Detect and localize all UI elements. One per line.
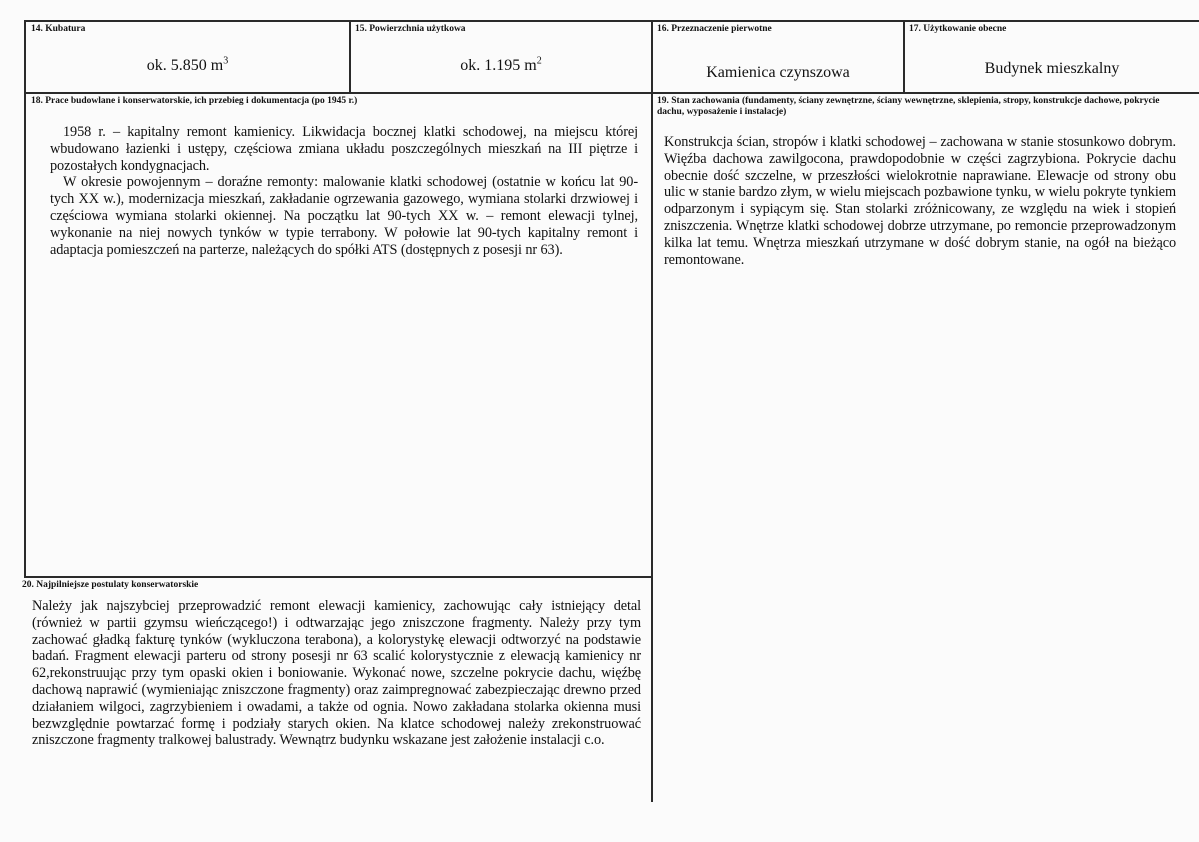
- section18-bottom-border: [24, 576, 653, 578]
- field-19-label: 19. Stan zachowania (fundamenty, ściany zewnętrzne, ściany wewnętrzne, sklepienia, stropy, konstrukcje dachowe, pokrycie dachu, wyposażenie i instalacje): [657, 96, 1160, 117]
- field-15-value-text: ok. 1.195 m: [460, 57, 537, 74]
- field-15-value-unit-exponent: 2: [536, 55, 542, 67]
- field-17-value: Budynek mieszkalny: [984, 60, 1120, 77]
- field-14-value: [26, 57, 349, 75]
- field-16-label: 16. Przeznaczenie pierwotne: [657, 24, 772, 34]
- field-18-text: [50, 124, 638, 258]
- field-18-paragraph-1: 1958 r. – kapitalny remont kamienicy. Likwidacja bocznej klatki schodowej, na miejscu której wbudowano łazienki i ustępy, częściowa zmiana układu poszczególnych mieszkań na III piętrze i pozostałych kondygnacjach.: [50, 124, 638, 174]
- field-17-label: 17. Użytkowanie obecne: [909, 24, 1007, 34]
- field-14-value-text: ok. 5.850 m: [146, 57, 224, 74]
- field-19-text: Konstrukcja ścian, stropów i klatki schodowej – zachowana w stanie stosunkowo dobrym. Więźba dachowa zawilgocona, prawdopodobnie w części zagrzybiona. Pokrycie dachu obecnie dość szczelne, w przeszłości wielokrotnie naprawiane. Elewacje od strony obu ulic w stanie bardzo złym, w wielu miejscach pozbawione tynku, w wielu pokryte tynkiem odparzonym i sypiącym się. Stan stolarki zróżnicowany, ze względu na wiek i stopień zniszczenia. Wnętrze klatki schodowej dobrze utrzymane, po remoncie przeprowadzonym kilka lat temu. Wnętrza mieszkań utrzymane w dość dobrym stanie, na ogół na bieżąco remontowane.: [664, 134, 1176, 268]
- field-16-value: Kamienica czynszowa: [706, 64, 850, 81]
- field-14-value-unit-exponent: 3: [223, 55, 229, 67]
- field-18-paragraph-2: W okresie powojennym – doraźne remonty: malowanie klatki schodowej (ostatnie w końcu lat 90-tych XX w.), modernizacja mieszkań, zakładanie ogrzewania gazowego, wymiana stolarki drzwiowej i częściowa wymiana stolarki okiennej. Na początku lat 90-tych XX w. – remont elewacji tylnej, wykonanie na niej nowych tynków w typie terrabony. W połowie lat 90-tych kapitalny remont i adaptacja pomieszczeń na parterze, należących do spółki ATS (dostępnych z posesji nr 63).: [50, 174, 638, 258]
- field-15-label: 15. Powierzchnia użytkowa: [355, 24, 466, 34]
- top-border: [24, 20, 1199, 22]
- divider-16-17: [903, 20, 905, 93]
- field-14-label: 14. Kubatura: [31, 24, 86, 34]
- row1-bottom-border: [24, 92, 1199, 94]
- field-20-text: Należy jak najszybciej przeprowadzić remont elewacji kamienicy, zachowując cały istniejący detal (również w partii gzymsu wieńczącego!) i odtwarzając jego zniszczone fragmenty. Należy przy tym zachować gładką fakturę tynków (wykluczona terabona), a kolorystykę elewacji odtworzyć na podstawie badań. Fragment elewacji parteru od strony posesji nr 63 scalić kolorystycznie z elewacją kamienicy nr 62,rekonstruując przy tym opaski okien i boniowanie. Wykonać nowe, szczelne pokrycie dachu, więźbę dachową naprawić (wymieniając zniszczone fragmenty) oraz zaimpregnować zabezpieczając drewno przed działaniem wilgoci, zagrzybieniem i owadami, a także od ognia. Nowo zakładana stolarka okienna musi bezwzględnie powtarzać formę i podziały starych okien. Na klatce schodowej należy zrekonstruować zniszczone fragmenty tralkowej balustrady. Wewnątrz budynku wskazane jest założenie instalacji c.o.: [32, 598, 641, 749]
- left-border: [24, 20, 26, 576]
- divider-15-16: [651, 20, 653, 802]
- field-20-label: 20. Najpilniejsze postulaty konserwatorskie: [22, 580, 199, 590]
- field-15-value: [351, 57, 651, 75]
- field-18-label: 18. Prace budowlane i konserwatorskie, ich przebieg i dokumentacja (po 1945 r.): [31, 96, 358, 106]
